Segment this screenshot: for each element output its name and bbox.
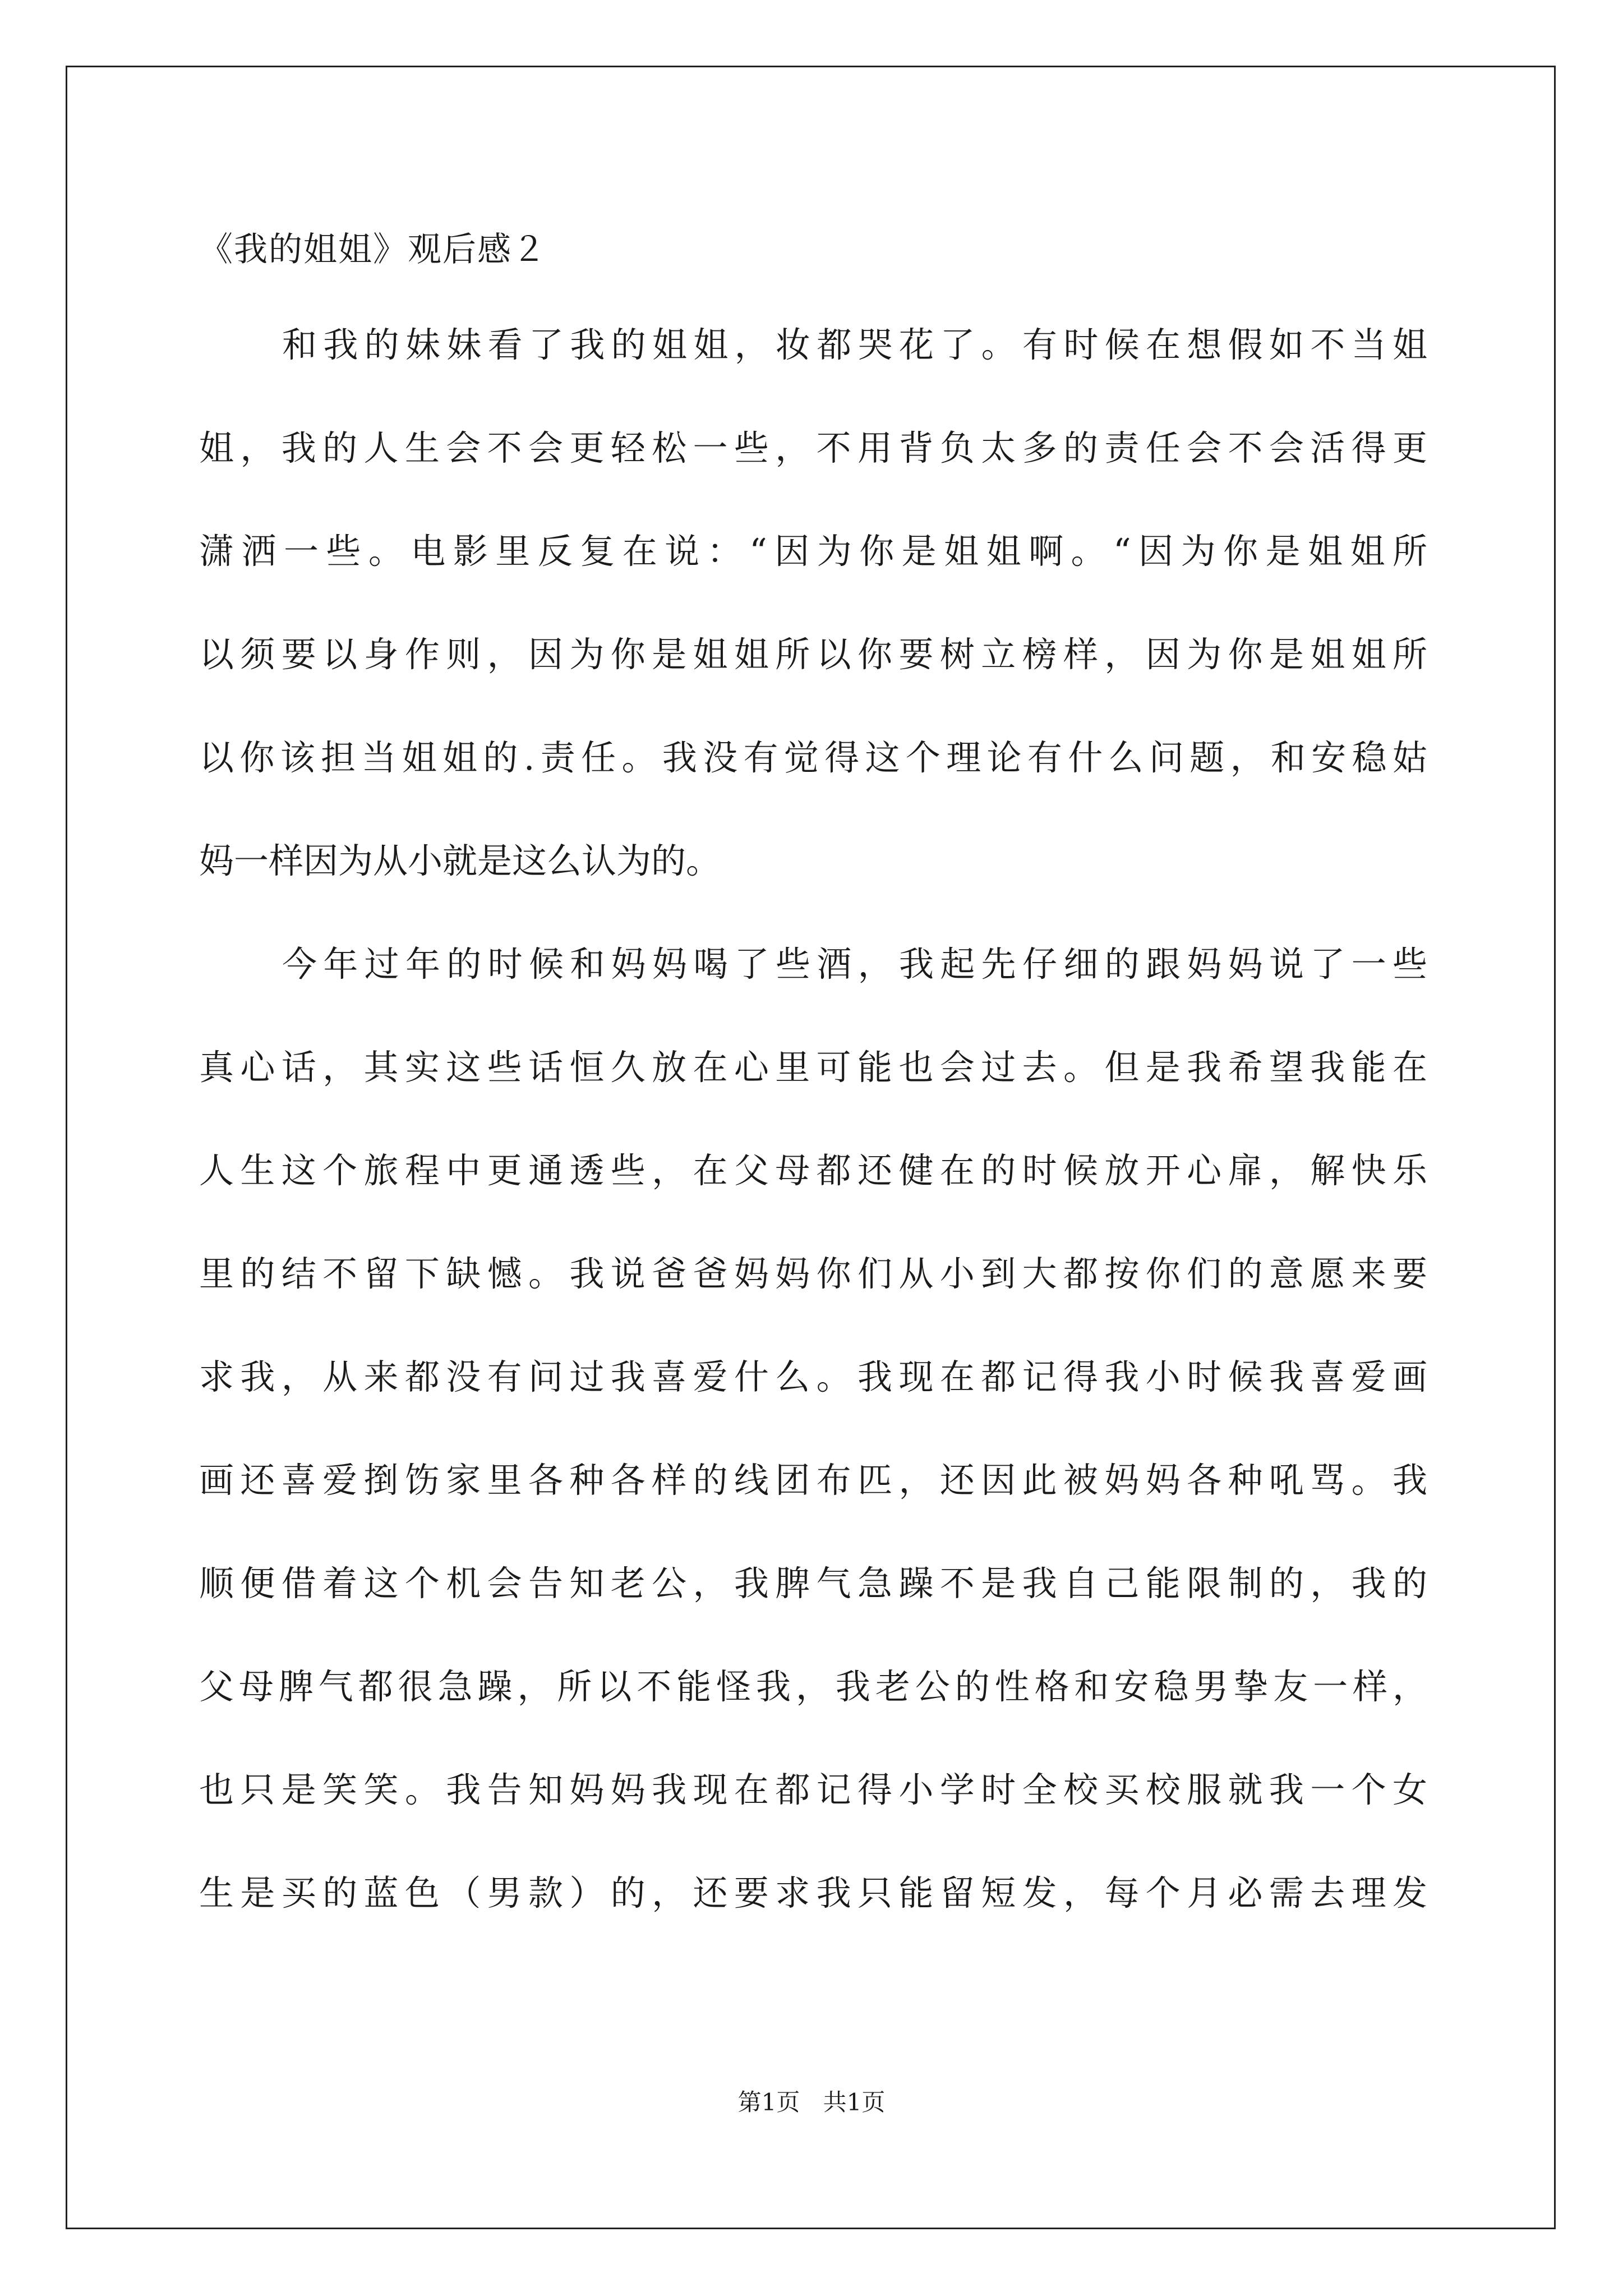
text-line: 真心话，其实这些话恒久放在心里可能也会过去。但是我希望我能在 bbox=[199, 1047, 1427, 1088]
document-body bbox=[199, 293, 1427, 1945]
text-line: 潇洒一些。电影里反复在说：“因为你是姐姐啊。“因为你是姐姐所 bbox=[199, 531, 1427, 572]
text-line: 画还喜爱捯饬家里各种各样的线团布匹，还因此被妈妈各种吼骂。我 bbox=[199, 1460, 1427, 1501]
text-line: 今年过年的时候和妈妈喝了些酒，我起先仔细的跟妈妈说了一些 bbox=[282, 944, 1427, 984]
text-line: 和我的妹妹看了我的姐姐，妆都哭花了。有时候在想假如不当姐 bbox=[282, 324, 1427, 365]
text-line: 父母脾气都很急躁，所以不能怪我，我老公的性格和安稳男挚友一样， bbox=[199, 1666, 1427, 1707]
document-title: 《我的姐姐》观后感２ bbox=[199, 230, 547, 269]
text-line: 生是买的蓝色（男款）的，还要求我只能留短发，每个月必需去理发 bbox=[199, 1872, 1427, 1913]
text-line: 以须要以身作则，因为你是姐姐所以你要树立榜样，因为你是姐姐所 bbox=[199, 634, 1427, 675]
text-line: 姐，我的人生会不会更轻松一些，不用背负太多的责任会不会活得更 bbox=[199, 427, 1427, 468]
text-line: 求我，从来都没有问过我喜爱什么。我现在都记得我小时候我喜爱画 bbox=[199, 1356, 1427, 1397]
page-footer: 第1页 共1页 bbox=[737, 2088, 886, 2116]
text-line: 以你该担当姐姐的.责任。我没有觉得这个理论有什么问题，和安稳姑 bbox=[199, 737, 1427, 778]
text-line: 顺便借着这个机会告知老公，我脾气急躁不是我自己能限制的，我的 bbox=[199, 1563, 1427, 1604]
text-line: 妈一样因为从小就是这么认为的。 bbox=[199, 840, 721, 881]
text-line: 也只是笑笑。我告知妈妈我现在都记得小学时全校买校服就我一个女 bbox=[199, 1769, 1427, 1810]
text-line: 里的结不留下缺憾。我说爸爸妈妈你们从小到大都按你们的意愿来要 bbox=[199, 1253, 1427, 1294]
text-line: 人生这个旅程中更通透些，在父母都还健在的时候放开心扉，解快乐 bbox=[199, 1150, 1427, 1191]
